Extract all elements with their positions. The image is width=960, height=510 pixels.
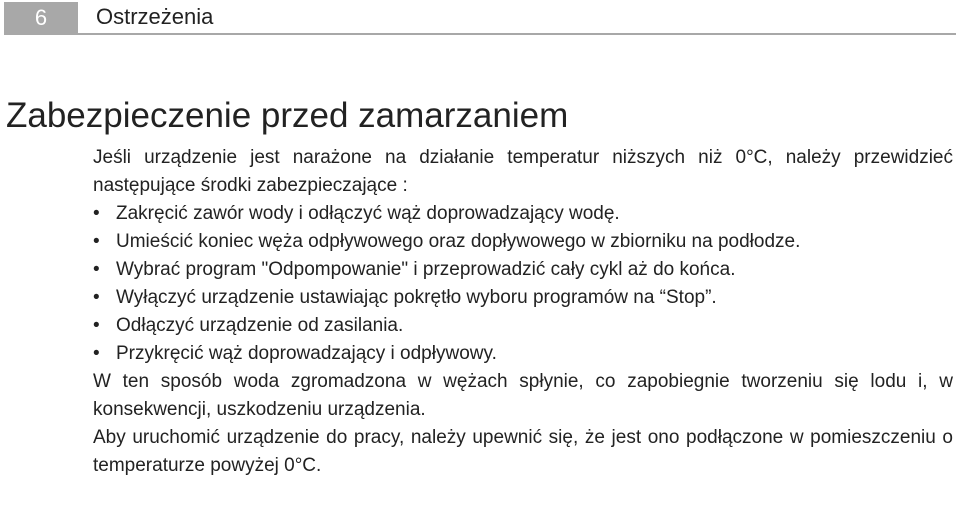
list-item-text: Umieścić koniec węża odpływowego oraz dopływowego w zbiorniku na podłodze. (116, 231, 801, 252)
bullet-icon: • (93, 259, 100, 280)
bullet-icon: • (93, 287, 100, 308)
intro-paragraph: Jeśli urządzenie jest narażone na działanie temperatur niższych niż 0°C, należy przewidzieć następujące środki zabezpieczające : (93, 147, 953, 196)
list-item (93, 228, 953, 256)
list-item (93, 284, 953, 312)
restart-paragraph: Aby uruchomić urządzenie do pracy, należy upewnić się, że jest ono podłączone w pomieszczeniu o temperaturze powyżej 0°C. (93, 427, 953, 476)
list-item-text: Wyłączyć urządzenie ustawiając pokrętło wyboru programów na “Stop”. (116, 287, 717, 308)
list-item-text: Wybrać program "Odpompowanie" i przeprowadzić cały cykl aż do końca. (116, 259, 736, 280)
result-paragraph: W ten sposób woda zgromadzona w wężach spłynie, co zapobiegnie tworzeniu się lodu i, w konsekwencji, uszkodzeniu urządzenia. (93, 371, 953, 420)
list-item-text: Zakręcić zawór wody i odłączyć wąż doprowadzający wodę. (116, 203, 620, 224)
list-item (93, 312, 953, 340)
list-item (93, 256, 953, 284)
document-body (93, 144, 953, 480)
header-divider (4, 33, 956, 35)
list-item-text: Przykręcić wąż doprowadzający i odpływowy. (116, 343, 497, 364)
bullet-icon: • (93, 343, 100, 364)
list-item (93, 340, 953, 368)
page-header (4, 2, 956, 34)
list-item-text: Odłączyć urządzenie od zasilania. (116, 315, 404, 336)
bullet-icon: • (93, 315, 100, 336)
bullet-icon: • (93, 203, 100, 224)
steps-list (93, 200, 953, 368)
section-title: Ostrzeżenia (96, 4, 214, 29)
bullet-icon: • (93, 231, 100, 252)
list-item (93, 200, 953, 228)
page-title: Zabezpieczenie przed zamarzaniem (6, 96, 569, 135)
page-number-badge: 6 (4, 2, 78, 33)
